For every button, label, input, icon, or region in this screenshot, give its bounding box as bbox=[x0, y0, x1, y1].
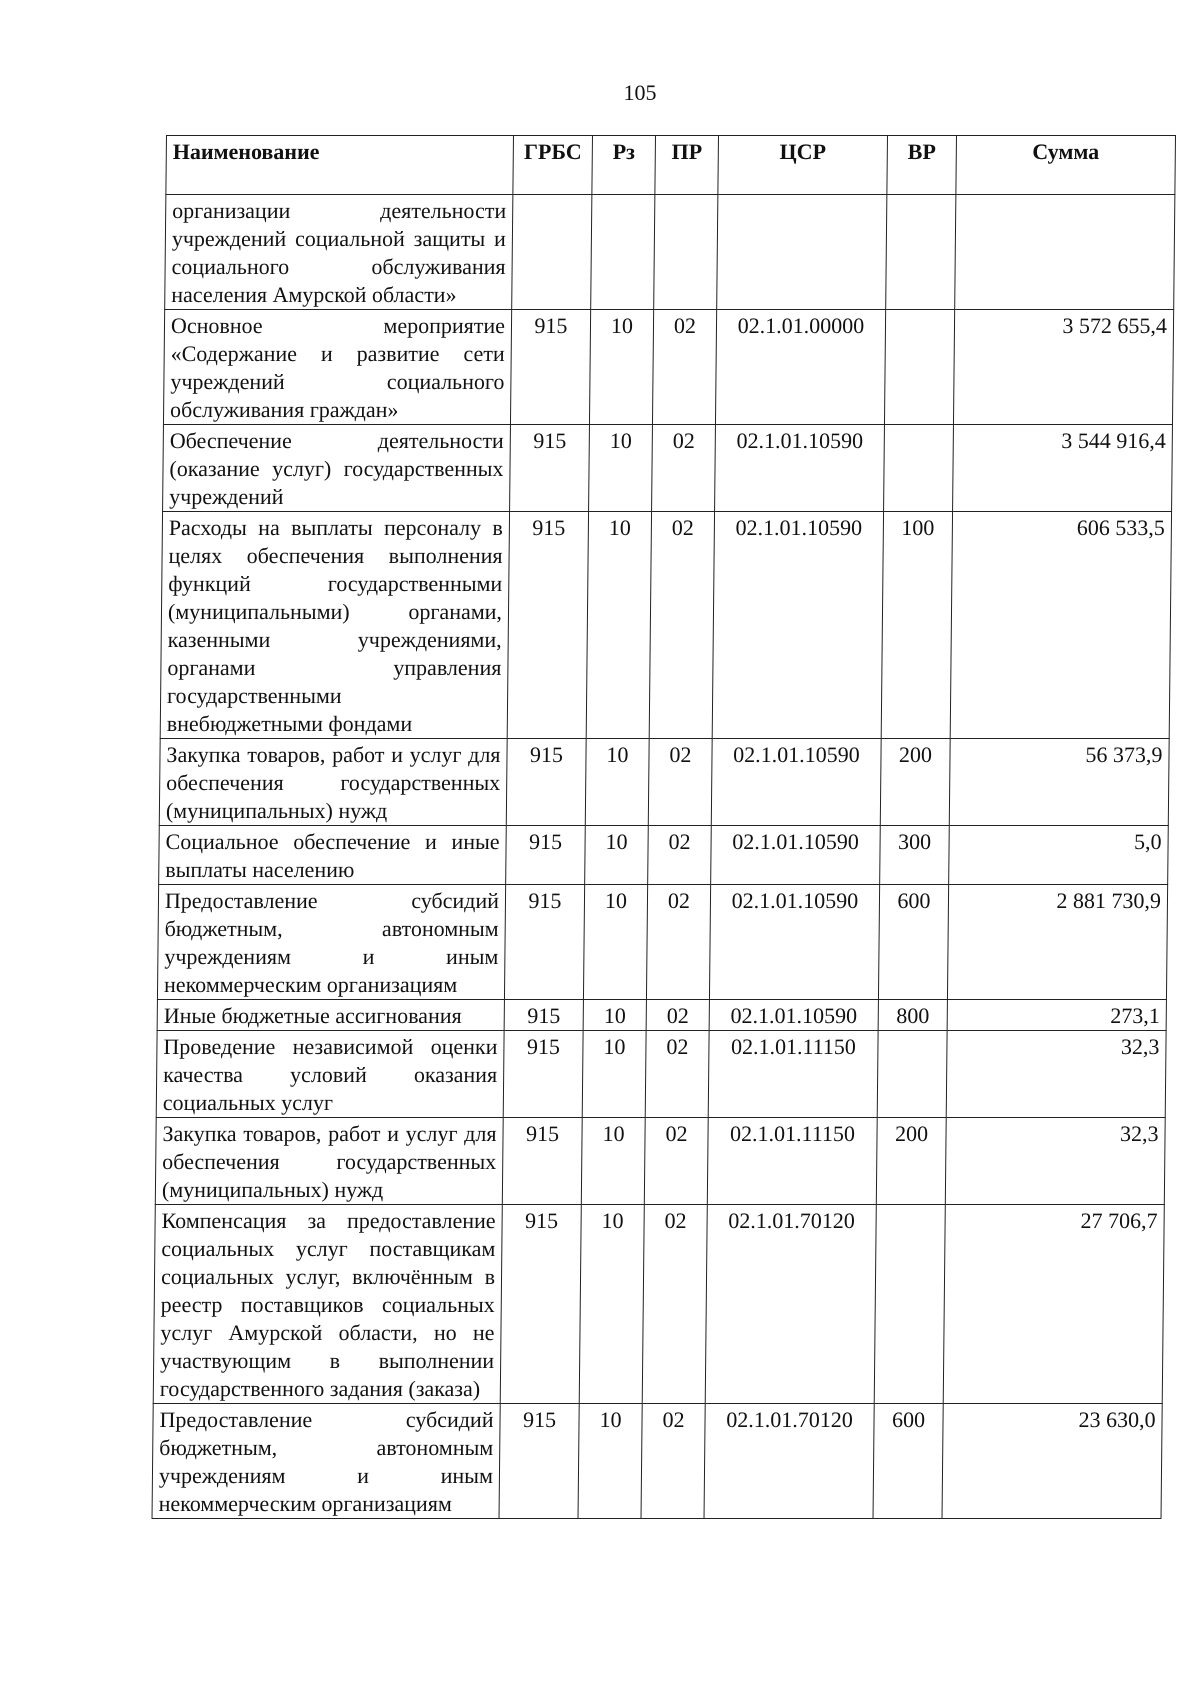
cell-csr: 02.1.01.10590 bbox=[709, 885, 879, 1000]
cell-name: Предоставление субсидий бюджетным, автономным учреждениям и иным некоммерческим организациям bbox=[157, 885, 505, 1000]
cell-pr: 02 bbox=[648, 739, 712, 826]
cell-rz: 10 bbox=[586, 512, 651, 739]
cell-vr: 200 bbox=[880, 739, 950, 826]
cell-vr bbox=[884, 310, 954, 425]
cell-sum: 23 630,0 bbox=[942, 1404, 1162, 1519]
cell-csr: 02.1.01.11150 bbox=[707, 1118, 877, 1205]
header-name: Наименование bbox=[166, 136, 514, 195]
header-vr: ВР bbox=[887, 136, 957, 195]
cell-rz: 10 bbox=[589, 310, 653, 425]
cell-vr bbox=[886, 195, 956, 310]
cell-vr: 600 bbox=[878, 885, 948, 1000]
cell-name: Закупка товаров, работ и услуг для обеспечения государственных (муниципальных) нужд bbox=[155, 1118, 503, 1205]
cell-grbs: 915 bbox=[504, 885, 584, 1000]
cell-sum: 32,3 bbox=[945, 1118, 1165, 1205]
cell-name: Расходы на выплаты персоналу в целях обеспечения выполнения функций государственными (муниципальными) органами, казенными учреждениями, органами управления государственными внебюджетными фондами bbox=[160, 512, 509, 739]
cell-grbs: 915 bbox=[510, 310, 590, 425]
cell-rz: 10 bbox=[583, 885, 647, 1000]
cell-vr bbox=[884, 425, 954, 512]
cell-pr bbox=[654, 195, 718, 310]
table-row bbox=[153, 1205, 1164, 1404]
table-row bbox=[159, 826, 1169, 885]
cell-rz: 10 bbox=[585, 826, 649, 885]
cell-rz: 10 bbox=[589, 425, 653, 512]
cell-csr bbox=[717, 195, 887, 310]
cell-pr: 02 bbox=[649, 512, 714, 739]
cell-csr: 02.1.01.10590 bbox=[715, 425, 885, 512]
table-row bbox=[163, 425, 1173, 512]
cell-pr: 02 bbox=[642, 1205, 707, 1404]
cell-pr: 02 bbox=[645, 1031, 709, 1118]
cell-rz: 10 bbox=[585, 739, 649, 826]
cell-sum: 273,1 bbox=[947, 1000, 1166, 1031]
cell-name: Иные бюджетные ассигнования bbox=[157, 1000, 504, 1031]
cell-csr: 02.1.01.11150 bbox=[708, 1031, 878, 1118]
cell-vr: 200 bbox=[876, 1118, 946, 1205]
cell-grbs: 915 bbox=[502, 1118, 582, 1205]
cell-csr: 02.1.01.70120 bbox=[705, 1205, 876, 1404]
header-csr: ЦСР bbox=[718, 136, 888, 195]
table-row bbox=[160, 512, 1171, 739]
cell-csr: 02.1.01.10590 bbox=[711, 739, 881, 826]
cell-name: Основное мероприятие «Содержание и развитие сети учреждений социального обслуживания граждан» bbox=[163, 310, 511, 425]
cell-pr: 02 bbox=[641, 1404, 705, 1519]
cell-csr: 02.1.01.00000 bbox=[715, 310, 885, 425]
cell-vr bbox=[877, 1031, 947, 1118]
table-row bbox=[163, 310, 1173, 425]
cell-csr: 02.1.01.70120 bbox=[704, 1404, 874, 1519]
cell-name: Социальное обеспечение и иные выплаты населению bbox=[159, 826, 507, 885]
cell-grbs: 915 bbox=[500, 1205, 581, 1404]
cell-csr: 02.1.01.10590 bbox=[711, 826, 881, 885]
cell-csr: 02.1.01.10590 bbox=[709, 1000, 878, 1031]
cell-grbs: 915 bbox=[499, 1404, 579, 1519]
table-row bbox=[165, 195, 1175, 310]
cell-name: Закупка товаров, работ и услуг для обеспечения государственных (муниципальных) нужд bbox=[159, 739, 507, 826]
cell-sum: 56 373,9 bbox=[949, 739, 1169, 826]
cell-sum: 2 881 730,9 bbox=[947, 885, 1167, 1000]
cell-grbs: 915 bbox=[506, 739, 586, 826]
cell-grbs: 915 bbox=[510, 425, 590, 512]
cell-grbs bbox=[512, 195, 592, 310]
cell-rz: 10 bbox=[578, 1404, 642, 1519]
cell-sum: 606 533,5 bbox=[950, 512, 1171, 739]
cell-sum: 27 706,7 bbox=[943, 1205, 1164, 1404]
cell-vr: 600 bbox=[873, 1404, 943, 1519]
cell-rz: 10 bbox=[582, 1031, 646, 1118]
cell-vr: 100 bbox=[881, 512, 952, 739]
cell-pr: 02 bbox=[648, 826, 712, 885]
cell-pr: 02 bbox=[644, 1118, 708, 1205]
table-row bbox=[156, 1031, 1166, 1118]
header-grbs: ГРБС bbox=[513, 136, 593, 195]
cell-pr: 02 bbox=[652, 425, 716, 512]
cell-sum: 5,0 bbox=[949, 826, 1169, 885]
cell-name: Проведение независимой оценки качества условий оказания социальных услуг bbox=[156, 1031, 504, 1118]
cell-csr: 02.1.01.10590 bbox=[712, 512, 883, 739]
cell-rz: 10 bbox=[579, 1205, 644, 1404]
cell-pr: 02 bbox=[646, 1000, 709, 1031]
cell-name: Предоставление субсидий бюджетным, автономным учреждениям и иным некоммерческим организациям bbox=[152, 1404, 500, 1519]
table-row bbox=[157, 1000, 1166, 1031]
header-pr: ПР bbox=[655, 136, 719, 195]
cell-grbs: 915 bbox=[504, 1000, 583, 1031]
table-row bbox=[159, 739, 1169, 826]
cell-rz: 10 bbox=[581, 1118, 645, 1205]
header-sum: Сумма bbox=[956, 136, 1176, 195]
cell-rz: 10 bbox=[583, 1000, 646, 1031]
cell-sum: 3 572 655,4 bbox=[953, 310, 1173, 425]
table-header-row bbox=[166, 136, 1176, 195]
cell-pr: 02 bbox=[646, 885, 710, 1000]
cell-grbs: 915 bbox=[506, 826, 586, 885]
cell-vr bbox=[874, 1205, 945, 1404]
cell-vr: 800 bbox=[878, 1000, 947, 1031]
cell-sum bbox=[955, 195, 1175, 310]
cell-sum: 32,3 bbox=[946, 1031, 1166, 1118]
table-row bbox=[157, 885, 1167, 1000]
cell-name: Обеспечение деятельности (оказание услуг) государственных учреждений bbox=[163, 425, 511, 512]
table-row bbox=[155, 1118, 1165, 1205]
header-rz: Рз bbox=[592, 136, 656, 195]
cell-name: Компенсация за предоставление социальных услуг поставщикам социальных услуг, включённым в реестр поставщиков социальных услуг Амурской области, но не участвующим в выполнении государственного задания (заказа) bbox=[153, 1205, 502, 1404]
cell-grbs: 915 bbox=[503, 1031, 583, 1118]
budget-table bbox=[152, 135, 1176, 1519]
cell-sum: 3 544 916,4 bbox=[953, 425, 1173, 512]
page-number: 105 bbox=[623, 80, 657, 105]
cell-name: организации деятельности учреждений социальной защиты и социального обслуживания населения Амурской области» bbox=[165, 195, 513, 310]
table-row bbox=[152, 1404, 1162, 1519]
cell-vr: 300 bbox=[880, 826, 950, 885]
cell-rz bbox=[591, 195, 655, 310]
cell-pr: 02 bbox=[652, 310, 716, 425]
cell-grbs: 915 bbox=[507, 512, 588, 739]
